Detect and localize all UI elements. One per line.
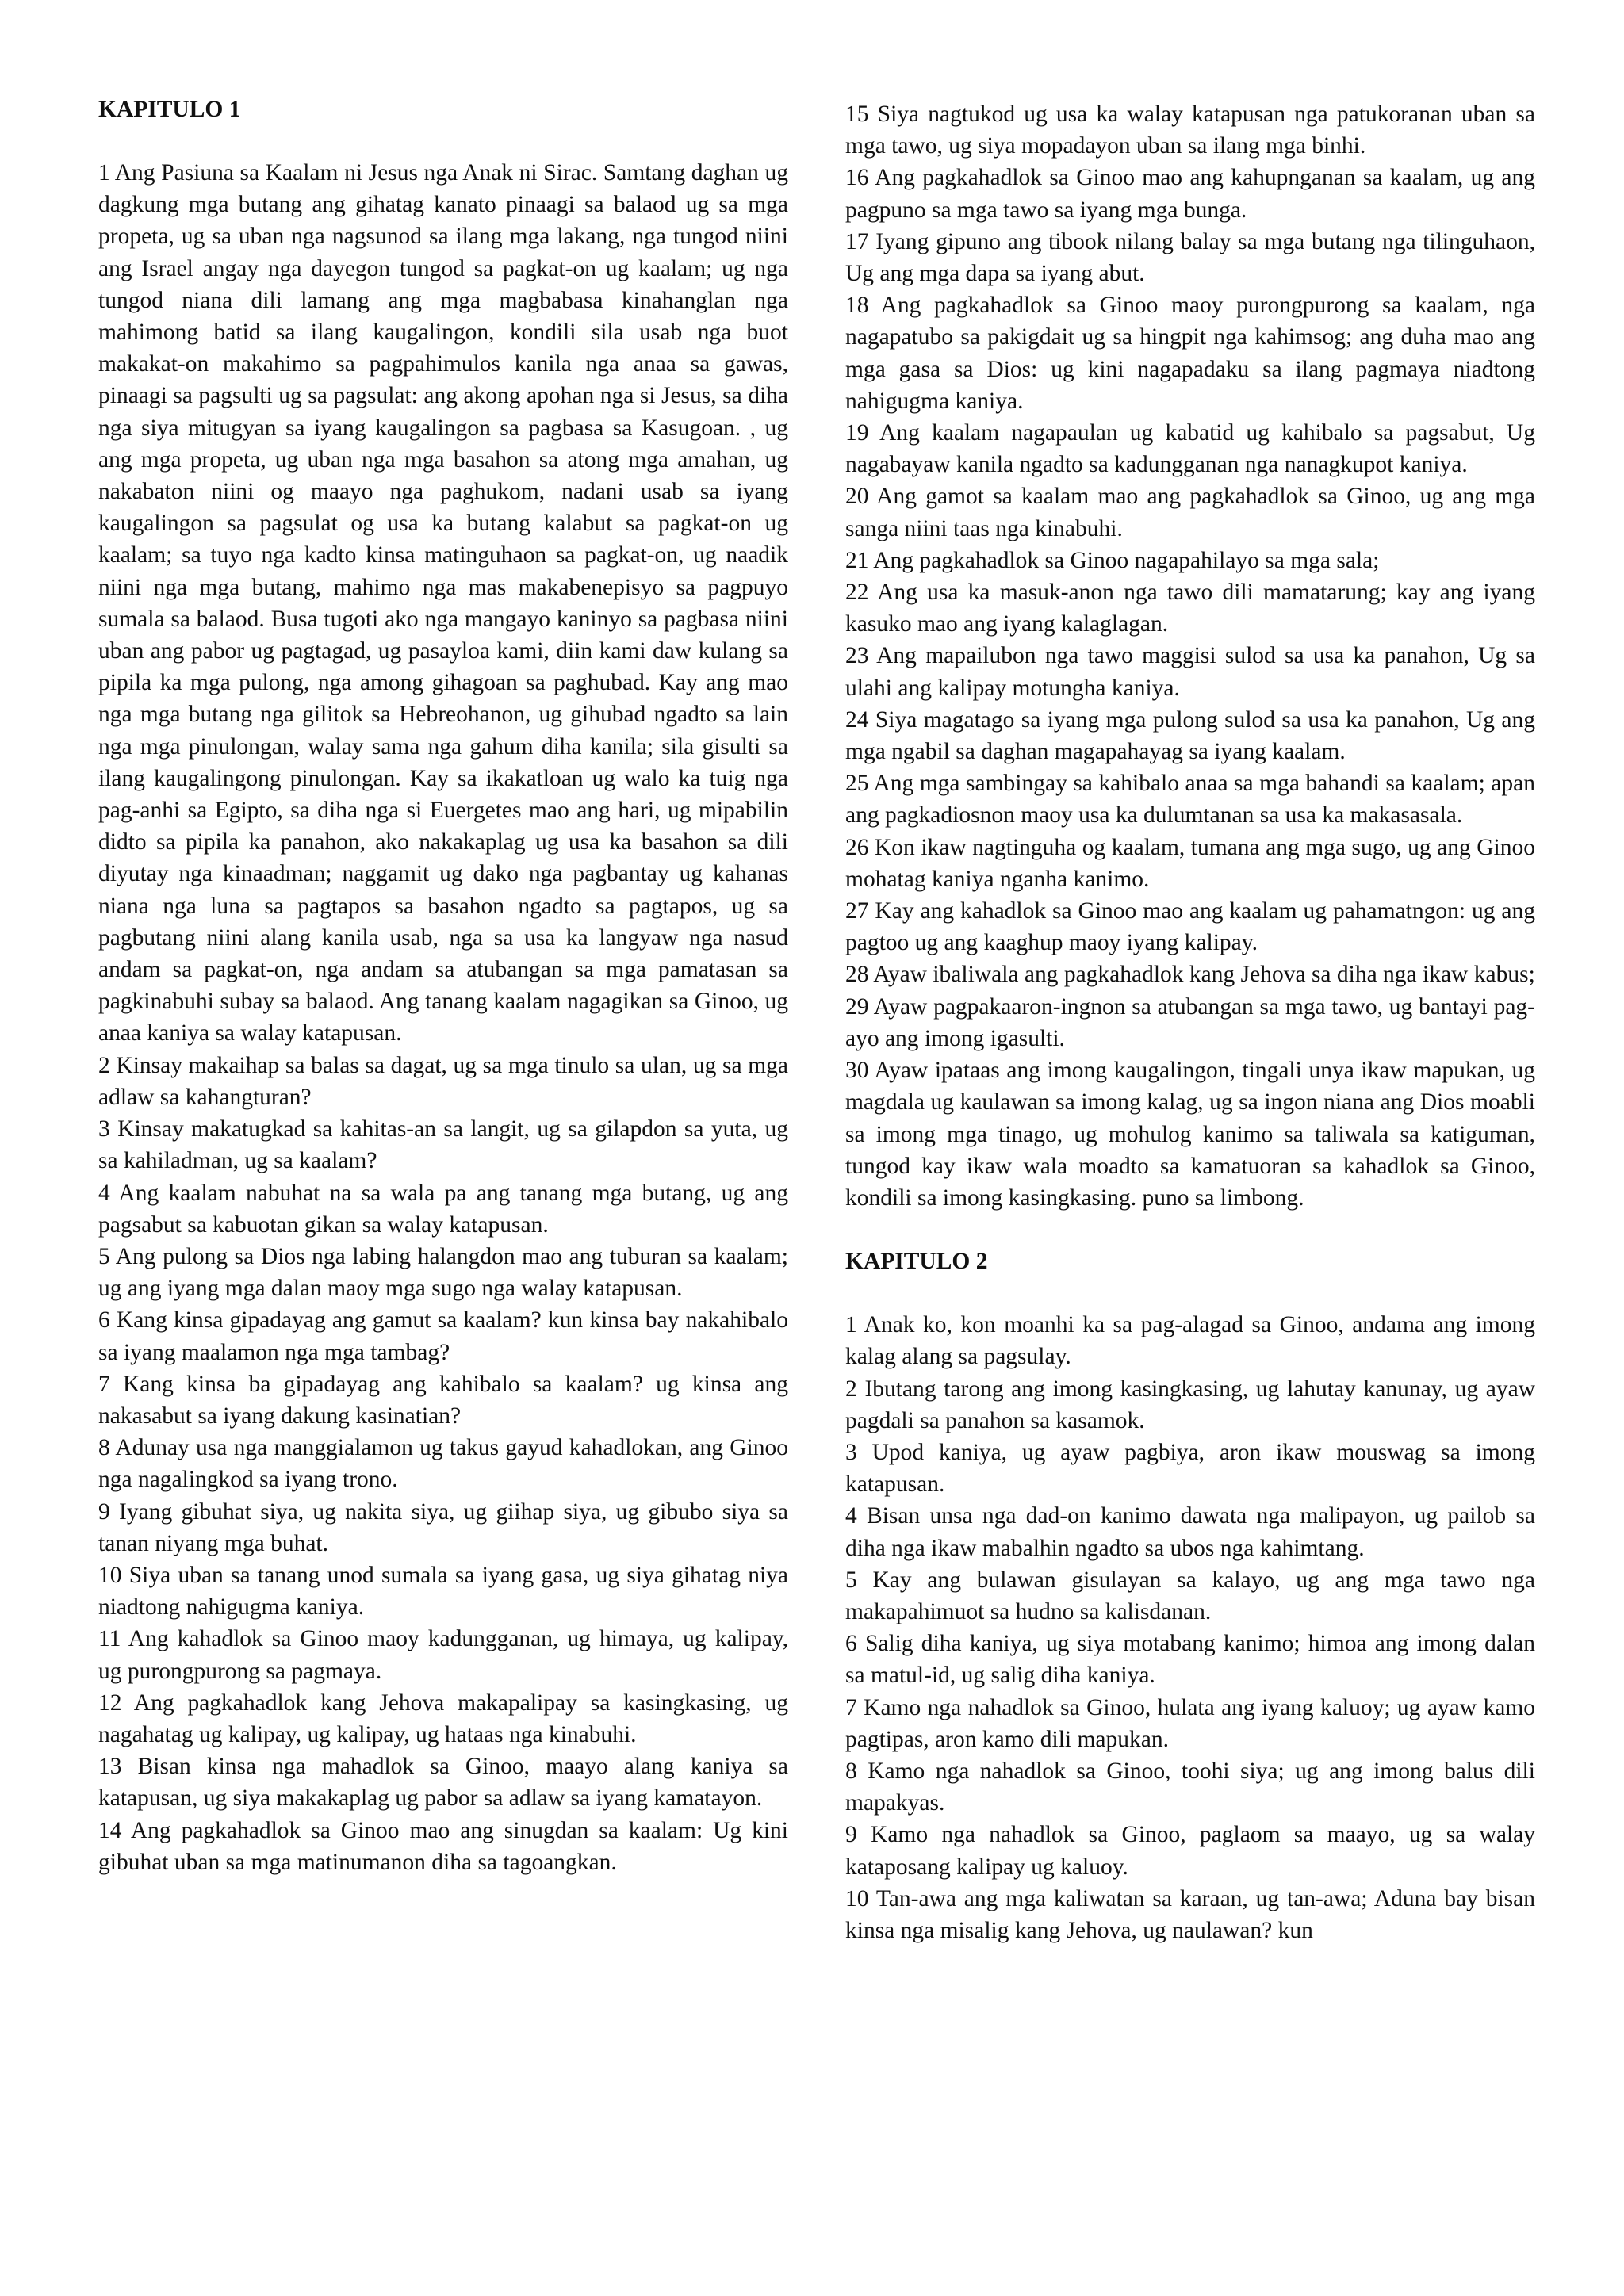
verse: 6 Salig diha kaniya, ug siya motabang kanimo; himoa ang imong dalan sa matul-id, ug salig diha kaniya. bbox=[845, 1631, 1535, 1689]
verse: 9 Kamo nga nahadlok sa Ginoo, paglaom sa maayo, ug sa walay kataposang kalipay ug kaluoy. bbox=[845, 1822, 1535, 1880]
verse: 29 Ayaw pagpakaaron-ingnon sa atubangan sa mga tawo, ug bantayi pag-ayo ang imong igasulti. bbox=[845, 993, 1535, 1051]
verse: 3 Upod kaniya, ug ayaw pagbiya, aron ikaw mouswag sa imong katapusan. bbox=[845, 1439, 1535, 1498]
verse: 17 Iyang gipuno ang tibook nilang balay sa mga butang nga tilinguhaon, Ug ang mga dapa sa iyang abut. bbox=[845, 228, 1535, 287]
verse: 5 Ang pulong sa Dios nga labing halangdon mao ang tuburan sa kaalam; ug ang iyang mga dalan maoy mga sugo nga walay katapusan. bbox=[98, 1243, 788, 1302]
verse: 5 Kay ang bulawan gisulayan sa kalayo, ug ang mga tawo nga makapahimuot sa hudno sa kalisdanan. bbox=[845, 1567, 1535, 1624]
verse: 4 Ang kaalam nabuhat na sa wala pa ang tanang mga butang, ug ang pagsabut sa kabuotan gikan sa walay katapusan. bbox=[98, 1180, 788, 1238]
verse: 1 Ang Pasiuna sa Kaalam ni Jesus nga Anak ni Sirac. Samtang daghan ug dagkung mga butang ang gihatag kanato pinaagi sa balaod ug sa mga propeta, ug sa uban nga nagsunod sa ilang mga lakang, nga tungod niini ang Israel angay nga dayegon tungod sa pagkat-on ug kaalam; ug nga tungod niana dili lamang ang mga magbabasa kinahanglan nga mahimong batid sa ilang kaugalingon, kondili sila usab nga buot makakat-on makahimo sa pagpahimulos kanila nga anaa sa gawas, pinaagi sa pagsulti ug sa pagsulat: ang akong apohan nga si Jesus, sa diha nga siya mitugyan sa iyang kaugalingon sa pagbasa sa Kasugoan. , ug ang mga propeta, ug uban nga mga basahon sa atong mga amahan, ug nakabaton niini og maayo nga paghukom, nadani usab sa iyang kaugalingon sa pagsulat og usa ka butang kalabut sa pagkat-on ug kaalam; sa tuyo nga kadto kinsa matinguhaon sa pagkat-on, ug naadik niini nga mga butang, mahimo nga mas makabenepisyo sa pagpuyo sumala sa balaod. Busa tugoti ako nga mangayo kaninyo sa pagbasa niini uban ang pabor ug pagtagad, ug pasayloa kami, diin kami daw kulang sa pipila ka mga pulong, nga among gihagoan sa paghubad. Kay ang mao nga mga butang nga gilitok sa Hebreohanon, ug gihubad ngadto sa lain nga mga pinulongan, walay sama nga gahum diha kanila; sila gisulti sa ilang kaugalingong pinulongan. Kay sa ikakatloan ug walo ka tuig nga pag-anhi sa Egipto, sa diha nga si Euergetes mao ang hari, ug mipabilin didto sa pipila ka panahon, ako nakakaplag ug usa ka basahon sa dili diyutay nga kinaadman; naggamit ug dako nga pagbantay ug kahanas niana nga luna sa pagtapos sa basahon ngadto sa pagtapos, ug sa pagbutang niini alang kanila usab, nga sa usa ka langyaw nga nasud andam sa pagkat-on, nga andam sa atubangan sa mga pamatasan sa pagkinabuhi subay sa balaod. Ang tanang kaalam nagagikan sa Ginoo, ug anaa kaniya sa walay katapusan. bbox=[98, 160, 788, 1047]
chapter-2-heading: KAPITULO 2 bbox=[845, 1249, 988, 1275]
verse: 6 Kang kinsa gipadayag ang gamut sa kaalam? kun kinsa bay nakahibalo sa iyang maalamon nga mga tambag? bbox=[98, 1307, 788, 1365]
verse: 7 Kang kinsa ba gipadayag ang kahibalo sa kaalam? ug kinsa ang nakasabut sa iyang dakung kasinatian? bbox=[98, 1371, 788, 1429]
verse: 21 Ang pagkahadlok sa Ginoo nagapahilayo sa mga sala; bbox=[845, 547, 1380, 573]
verse: 30 Ayaw ipataas ang imong kaugalingon, tingali unya ikaw mapukan, ug magdala ug kaulawan sa imong kalag, ug sa ingon niana ang Dios moabli sa imong mga tinago, ug mohulog kanimo sa taliwala sa katiguman, tungod kay ikaw wala moadto sa kamatuoran sa kahadlok sa Ginoo, kondili sa imong kasingkasing. puno sa limbong. bbox=[845, 1058, 1535, 1211]
verse: 4 Bisan unsa nga dad-on kanimo dawata nga malipayon, ug pailob sa diha nga ikaw mabalhin ngadto sa ubos nga kahimtang. bbox=[845, 1503, 1535, 1561]
chapter-1-heading: KAPITULO 1 bbox=[98, 97, 241, 122]
left-column bbox=[98, 94, 788, 1878]
verse: 8 Kamo nga nahadlok sa Ginoo, toohi siya; ug ang imong balus dili mapakyas. bbox=[845, 1758, 1535, 1816]
verse: 10 Tan-awa ang mga kaliwatan sa karaan, ug tan-awa; Aduna bay bisan kinsa nga misalig kang Jehova, ug naulawan? kun bbox=[845, 1885, 1535, 1943]
verse: 8 Adunay usa nga manggialamon ug takus gayud kahadlokan, ang Ginoo nga nagalingkod sa iyang trono. bbox=[98, 1435, 788, 1493]
verse: 28 Ayaw ibaliwala ang pagkahadlok kang Jehova sa diha nga ikaw kabus; bbox=[845, 962, 1535, 988]
verse: 22 Ang usa ka masuk-anon nga tawo dili mamatarung; kay ang iyang kasuko mao ang iyang kalaglagan. bbox=[845, 580, 1535, 637]
verse: 3 Kinsay makatugkad sa kahitas-an sa langit, ug sa gilapdon sa yuta, ug sa kahiladman, ug sa kaalam? bbox=[98, 1116, 788, 1174]
verse: 2 Ibutang tarong ang imong kasingkasing, ug lahutay kanunay, ug ayaw pagdali sa panahon sa kasamok. bbox=[845, 1376, 1535, 1433]
verse: 27 Kay ang kahadlok sa Ginoo mao ang kaalam ug pahamatngon: ug ang pagtoo ug ang kaaghup maoy iyang kalipay. bbox=[845, 898, 1535, 956]
verse: 23 Ang mapailubon nga tawo maggisi sulod sa usa ka panahon, Ug sa ulahi ang kalipay motungha kaniya. bbox=[845, 643, 1535, 701]
verse: 20 Ang gamot sa kaalam mao ang pagkahadlok sa Ginoo, ug ang mga sanga niini taas nga kinabuhi. bbox=[845, 484, 1535, 541]
verse: 10 Siya uban sa tanang unod sumala sa iyang gasa, ug siya gihatag niya niadtong nahigugma kaniya. bbox=[98, 1562, 788, 1621]
verse: 24 Siya magatago sa iyang mga pulong sulod sa usa ka panahon, Ug ang mga ngabil sa daghan magapahayag sa iyang kaalam. bbox=[845, 706, 1535, 765]
verse: 2 Kinsay makaihap sa balas sa dagat, ug sa mga tinulo sa ulan, ug sa mga adlaw sa kahangturan? bbox=[98, 1052, 788, 1110]
verse: 1 Anak ko, kon moanhi ka sa pag-alagad sa Ginoo, andama ang imong kalag alang sa pagsulay. bbox=[845, 1312, 1535, 1370]
verse: 13 Bisan kinsa nga mahadlok sa Ginoo, maayo alang kaniya sa katapusan, ug siya makakaplag ug pabor sa adlaw sa iyang kamatayon. bbox=[98, 1754, 788, 1812]
verse: 25 Ang mga sambingay sa kahibalo anaa sa mga bahandi sa kaalam; apan ang pagkadiosnon maoy usa ka dulumtanan sa usa ka makasasala. bbox=[845, 771, 1535, 828]
verse: 16 Ang pagkahadlok sa Ginoo mao ang kahupnganan sa kaalam, ug ang pagpuno sa mga tawo sa iyang mga bunga. bbox=[845, 165, 1535, 223]
verse: 9 Iyang gibuhat siya, ug nakita siya, ug giihap siya, ug gibubo siya sa tanan niyang mga buhat. bbox=[98, 1498, 788, 1556]
verse: 12 Ang pagkahadlok kang Jehova makapalipay sa kasingkasing, ug nagahatag ug kalipay, ug kalipay, ug hataas nga kinabuhi. bbox=[98, 1689, 788, 1747]
right-column bbox=[845, 98, 1535, 1946]
verse: 18 Ang pagkahadlok sa Ginoo maoy purongpurong sa kaalam, nga nagapatubo sa pakigdait ug sa hingpit nga kahimsog; ang duha mao ang mga gasa sa Dios: ug kini nagapadaku sa ilang pagmaya niadtong nahigugma kaniya. bbox=[845, 293, 1535, 414]
verse: 11 Ang kahadlok sa Ginoo maoy kadungganan, ug himaya, ug kalipay, ug purongpurong sa pagmaya. bbox=[98, 1626, 788, 1684]
verse: 7 Kamo nga nahadlok sa Ginoo, hulata ang iyang kaluoy; ug ayaw kamo pagtipas, aron kamo dili mapukan. bbox=[845, 1694, 1535, 1752]
verse: 14 Ang pagkahadlok sa Ginoo mao ang sinugdan sa kaalam: Ug kini gibuhat uban sa mga matinumanon diha sa tagoangkan. bbox=[98, 1817, 788, 1875]
verse: 19 Ang kaalam nagapaulan ug kabatid ug kahibalo sa pagsabut, Ug nagabayaw kanila ngadto sa kadungganan nga nanagkupot kaniya. bbox=[845, 420, 1535, 478]
verse: 26 Kon ikaw nagtinguha og kaalam, tumana ang mga sugo, ug ang Ginoo mohatag kaniya nganha kanimo. bbox=[845, 834, 1535, 892]
verse: 15 Siya nagtukod ug usa ka walay katapusan nga patukoranan uban sa mga tawo, ug siya mopadayon uban sa ilang mga binhi. bbox=[845, 101, 1535, 159]
